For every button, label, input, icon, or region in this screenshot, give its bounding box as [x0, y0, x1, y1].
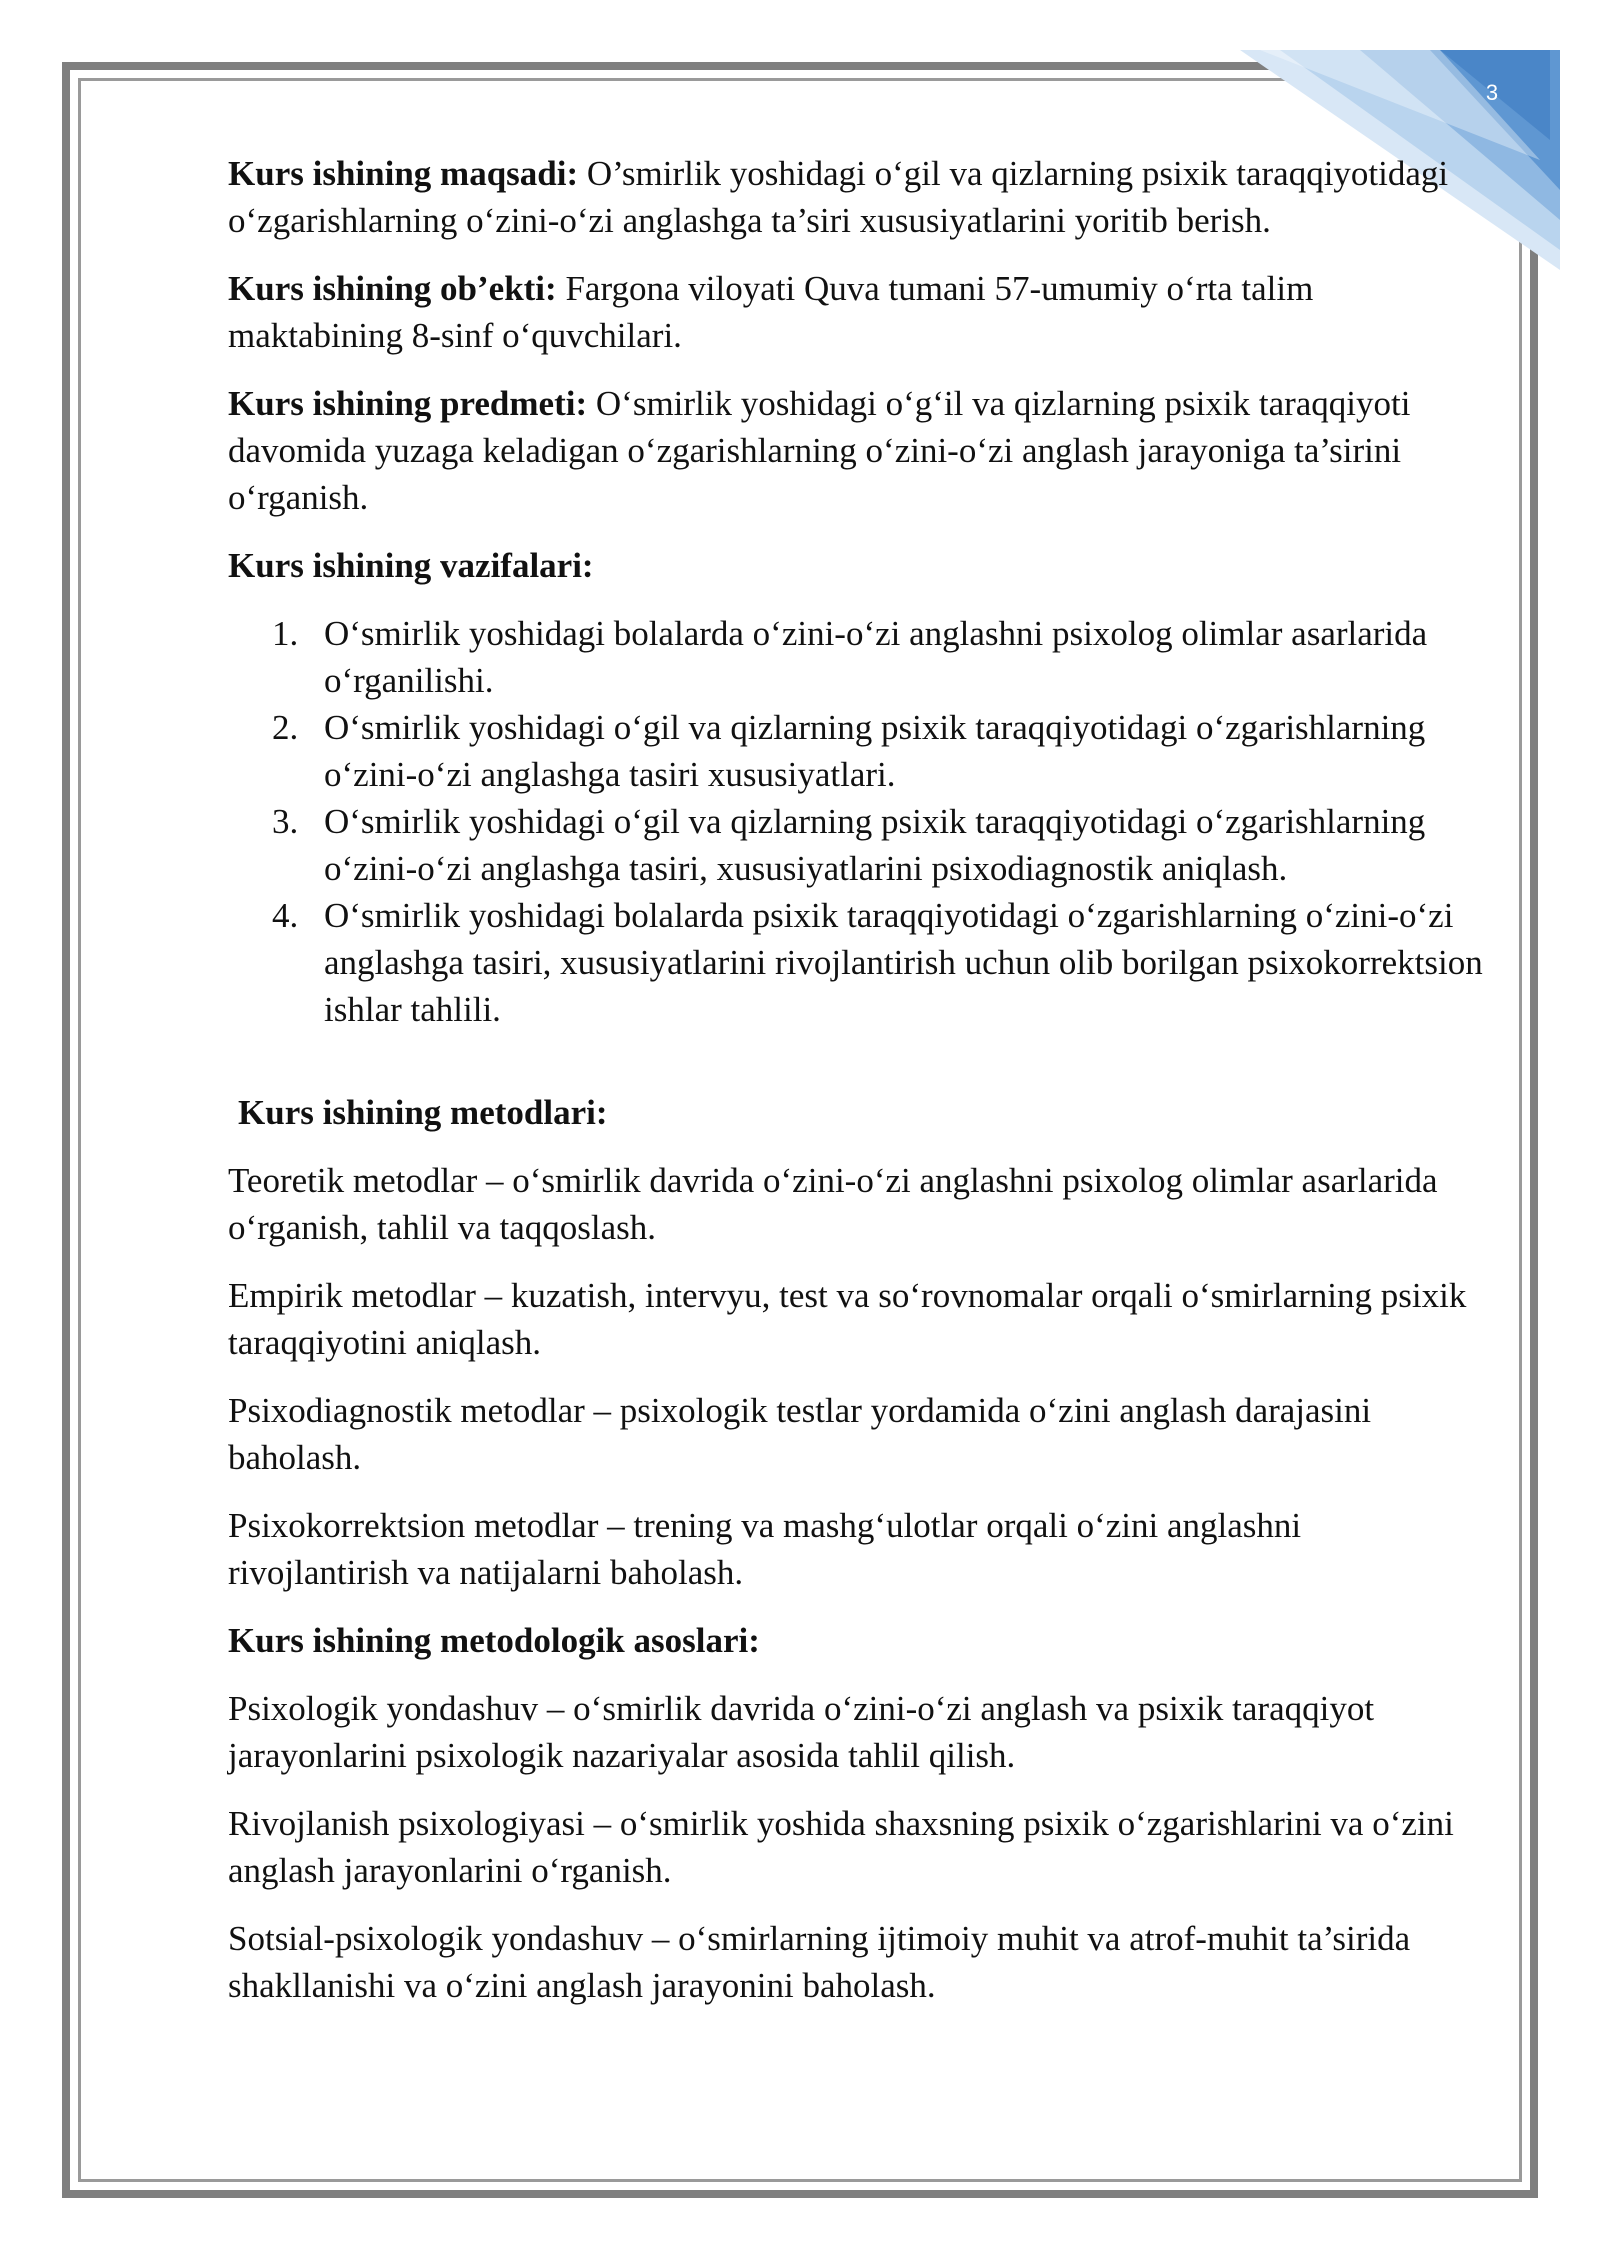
- list-item-text: O‘smirlik yoshidagi o‘gil va qizlarning psixik taraqqiyotidagi o‘zgarishlarning o‘zini-o‘zi anglashga tasiri xususiyatlari.: [324, 708, 1426, 794]
- methodology-heading: Kurs ishining metodologik asoslari:: [228, 1621, 760, 1660]
- subject-label: Kurs ishining predmeti:: [228, 384, 588, 423]
- list-item-text: O‘smirlik yoshidagi o‘gil va qizlarning psixik taraqqiyotidagi o‘zgarishlarning o‘zini-o‘zi anglashga tasiri, xususiyatlarini psixodiagnostik aniqlash.: [324, 802, 1426, 888]
- list-item: [272, 610, 1488, 704]
- list-number: 4.: [272, 896, 299, 935]
- method-paragraph: Teoretik metodlar – o‘smirlik davrida o‘zini-o‘zi anglashni psixolog olimlar asarlarida o‘rganish, tahlil va taqqoslash.: [228, 1161, 1438, 1247]
- object-text: Fargona viloyati Quva tumani 57-umumiy o‘rta talim maktabining 8-sinf o‘quvchilari.: [228, 269, 1314, 355]
- list-item: [272, 892, 1488, 1033]
- list-number: 3.: [272, 802, 299, 841]
- methodology-paragraph: Sotsial-psixologik yondashuv – o‘smirlarning ijtimoiy muhit va atrof-muhit ta’sirida shakllanishi va o‘zini anglash jarayonini baholash.: [228, 1919, 1411, 2005]
- page-number: 3: [1485, 80, 1499, 105]
- document-body: [228, 150, 1488, 2030]
- object-paragraph: [228, 265, 1488, 359]
- subject-text: O‘smirlik yoshidagi o‘g‘il va qizlarning psixik taraqqiyoti davomida yuzaga keladigan o‘zgarishlarning o‘zini-o‘zi anglash jarayoniga ta’sirini o‘rganish.: [228, 384, 1411, 517]
- subject-paragraph: [228, 380, 1488, 521]
- methodology-paragraph: Psixologik yondashuv – o‘smirlik davrida o‘zini-o‘zi anglash va psixik taraqqiyot jarayonlarini psixologik nazariyalar asosida tahlil qilish.: [228, 1689, 1375, 1775]
- goal-text: O’smirlik yoshidagi o‘gil va qizlarning psixik taraqqiyotidagi o‘zgarishlarning o‘zini-o‘zi anglashga ta’siri xususiyatlarini yoritib berish.: [228, 154, 1449, 240]
- methods-heading: Kurs ishining metodlari:: [238, 1093, 608, 1132]
- object-label: Kurs ishining ob’ekti:: [228, 269, 557, 308]
- tasks-list: [228, 610, 1488, 1033]
- goal-label: Kurs ishining maqsadi:: [228, 154, 579, 193]
- method-paragraph: Psixodiagnostik metodlar – psixologik testlar yordamida o‘zini anglash darajasini baholash.: [228, 1391, 1372, 1477]
- list-number: 1.: [272, 614, 299, 653]
- method-paragraph: Empirik metodlar – kuzatish, intervyu, test va so‘rovnomalar orqali o‘smirlarning psixik taraqqiyotini aniqlash.: [228, 1276, 1467, 1362]
- list-item: [272, 798, 1488, 892]
- methodology-paragraph: Rivojlanish psixologiyasi – o‘smirlik yoshida shaxsning psixik o‘zgarishlarini va o‘zini anglash jarayonlarini o‘rganish.: [228, 1804, 1454, 1890]
- method-paragraph: Psixokorrektsion metodlar – trening va mashg‘ulotlar orqali o‘zini anglashni rivojlantirish va natijalarni baholash.: [228, 1506, 1302, 1592]
- tasks-heading: Kurs ishining vazifalari:: [228, 546, 594, 585]
- list-item: [272, 704, 1488, 798]
- list-item-text: O‘smirlik yoshidagi bolalarda o‘zini-o‘zi anglashni psixolog olimlar asarlarida o‘rganilishi.: [324, 614, 1428, 700]
- goal-paragraph: [228, 150, 1488, 244]
- list-item-text: O‘smirlik yoshidagi bolalarda psixik taraqqiyotidagi o‘zgarishlarning o‘zini-o‘zi anglashga tasiri, xususiyatlarini rivojlantirish uchun olib borilgan psixokorrektsion ishlar tahlili.: [324, 896, 1483, 1029]
- list-number: 2.: [272, 708, 299, 747]
